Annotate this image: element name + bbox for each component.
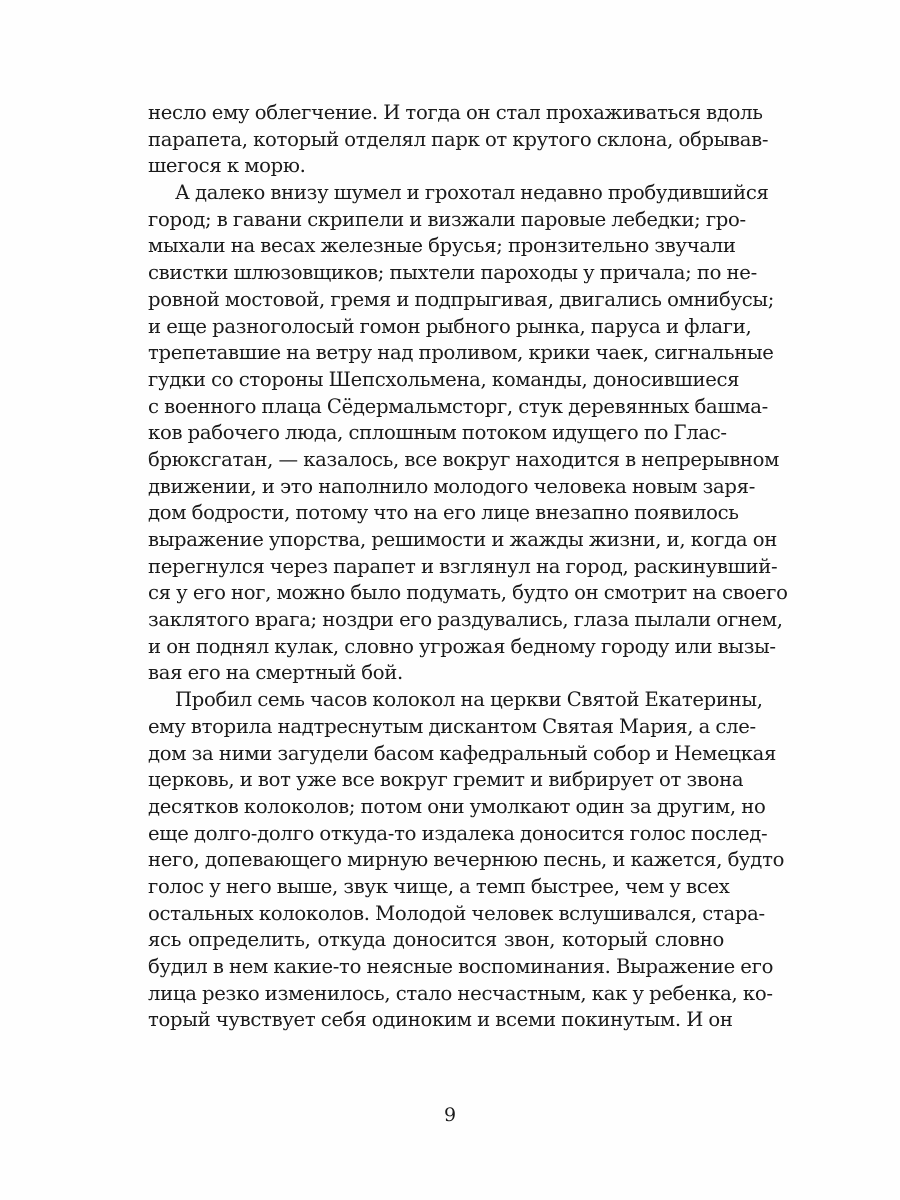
text-line: трепетавшие на ветру над проливом, крики чаек, сигнальные xyxy=(148,341,774,365)
text-line: и он поднял кулак, словно угрожая бедному городу или вызы- xyxy=(148,634,776,658)
text-line: несло ему облегчение. И тогда он стал прохаживаться вдоль xyxy=(148,101,763,124)
text-line: мыхали на весах железные брусья; пронзительно звучали xyxy=(148,234,736,258)
text-line: будил в нем какие-то неясные воспоминания. Выражение его xyxy=(148,955,774,978)
text-line: ясь определить, откуда доносится звон, который словно xyxy=(148,928,724,952)
text-line: еще долго-долго откуда-то издалека доносится голос послед- xyxy=(148,821,768,845)
text-line: заклятого врага; ноздри его раздувались, глаза пылали огнем, xyxy=(148,608,783,632)
text-line: лица резко изменилось, стало несчастным, как у ребенка, ко- xyxy=(148,981,773,1005)
text-line: и еще разноголосый гомон рыбного рынка, паруса и флаги, xyxy=(148,314,752,338)
text-line: город; в гавани скрипели и визжали паровые лебедки; гро- xyxy=(148,207,746,231)
text-line: голос у него выше, звук чище, а темп быстрее, чем у всех xyxy=(148,874,730,898)
page-number: 9 xyxy=(443,1104,457,1126)
text-line: ровной мостовой, гремя и подпрыгивая, двигались омнибусы; xyxy=(148,287,775,311)
text-line: дом бодрости, потому что на его лице внезапно появилось xyxy=(148,501,739,525)
body-text xyxy=(148,100,788,1034)
text-line: вая его на смертный бой. xyxy=(148,661,403,685)
text-line: десятков колоколов; потом они умолкают один за другим, но xyxy=(148,794,766,818)
text-line: перегнулся через парапет и взглянул на город, раскинувший- xyxy=(148,554,778,578)
text-line: А далеко внизу шумел и грохотал недавно пробудившийся xyxy=(175,181,769,205)
text-line: движении, и это наполнило молодого человека новым заря- xyxy=(148,474,756,498)
text-line: брюксгатан, — казалось, все вокруг находится в непрерывном xyxy=(148,447,780,471)
text-line: свистки шлюзовщиков; пыхтели пароходы у причала; по не- xyxy=(148,261,757,285)
text-line: выражение упорства, решимости и жажды жизни, и, когда он xyxy=(148,528,777,551)
text-line: него, допевающего мирную вечернюю песнь, и кажется, будто xyxy=(148,848,785,872)
text-line: парапета, который отделял парк от крутого склона, обрывав- xyxy=(148,127,769,151)
text-line: шегося к морю. xyxy=(148,154,306,178)
text-line: ков рабочего люда, сплошным потоком идущего по Глас- xyxy=(148,421,727,445)
text-line: с военного плаца Сёдермальмсторг, стук деревянных башма- xyxy=(148,394,768,418)
text-line: ему вторила надтреснутым дискантом Святая Мария, а сле- xyxy=(148,714,756,738)
text-line: торый чувствует себя одиноким и всеми покинутым. И он xyxy=(148,1008,733,1032)
text-line: ся у его ног, можно было подумать, будто он смотрит на своего xyxy=(148,581,788,605)
text-line: Пробил семь часов колокол на церкви Святой Екатерины, xyxy=(175,688,763,712)
text-line: гудки со стороны Шепсхольмена, команды, доносившиеся xyxy=(148,367,740,391)
text-line: остальных колоколов. Молодой человек вслушивался, стара- xyxy=(148,901,765,925)
text-line: церковь, и вот уже все вокруг гремит и вибрирует от звона xyxy=(148,768,744,792)
text-line: дом за ними загудели басом кафедральный собор и Немецкая xyxy=(148,741,777,765)
